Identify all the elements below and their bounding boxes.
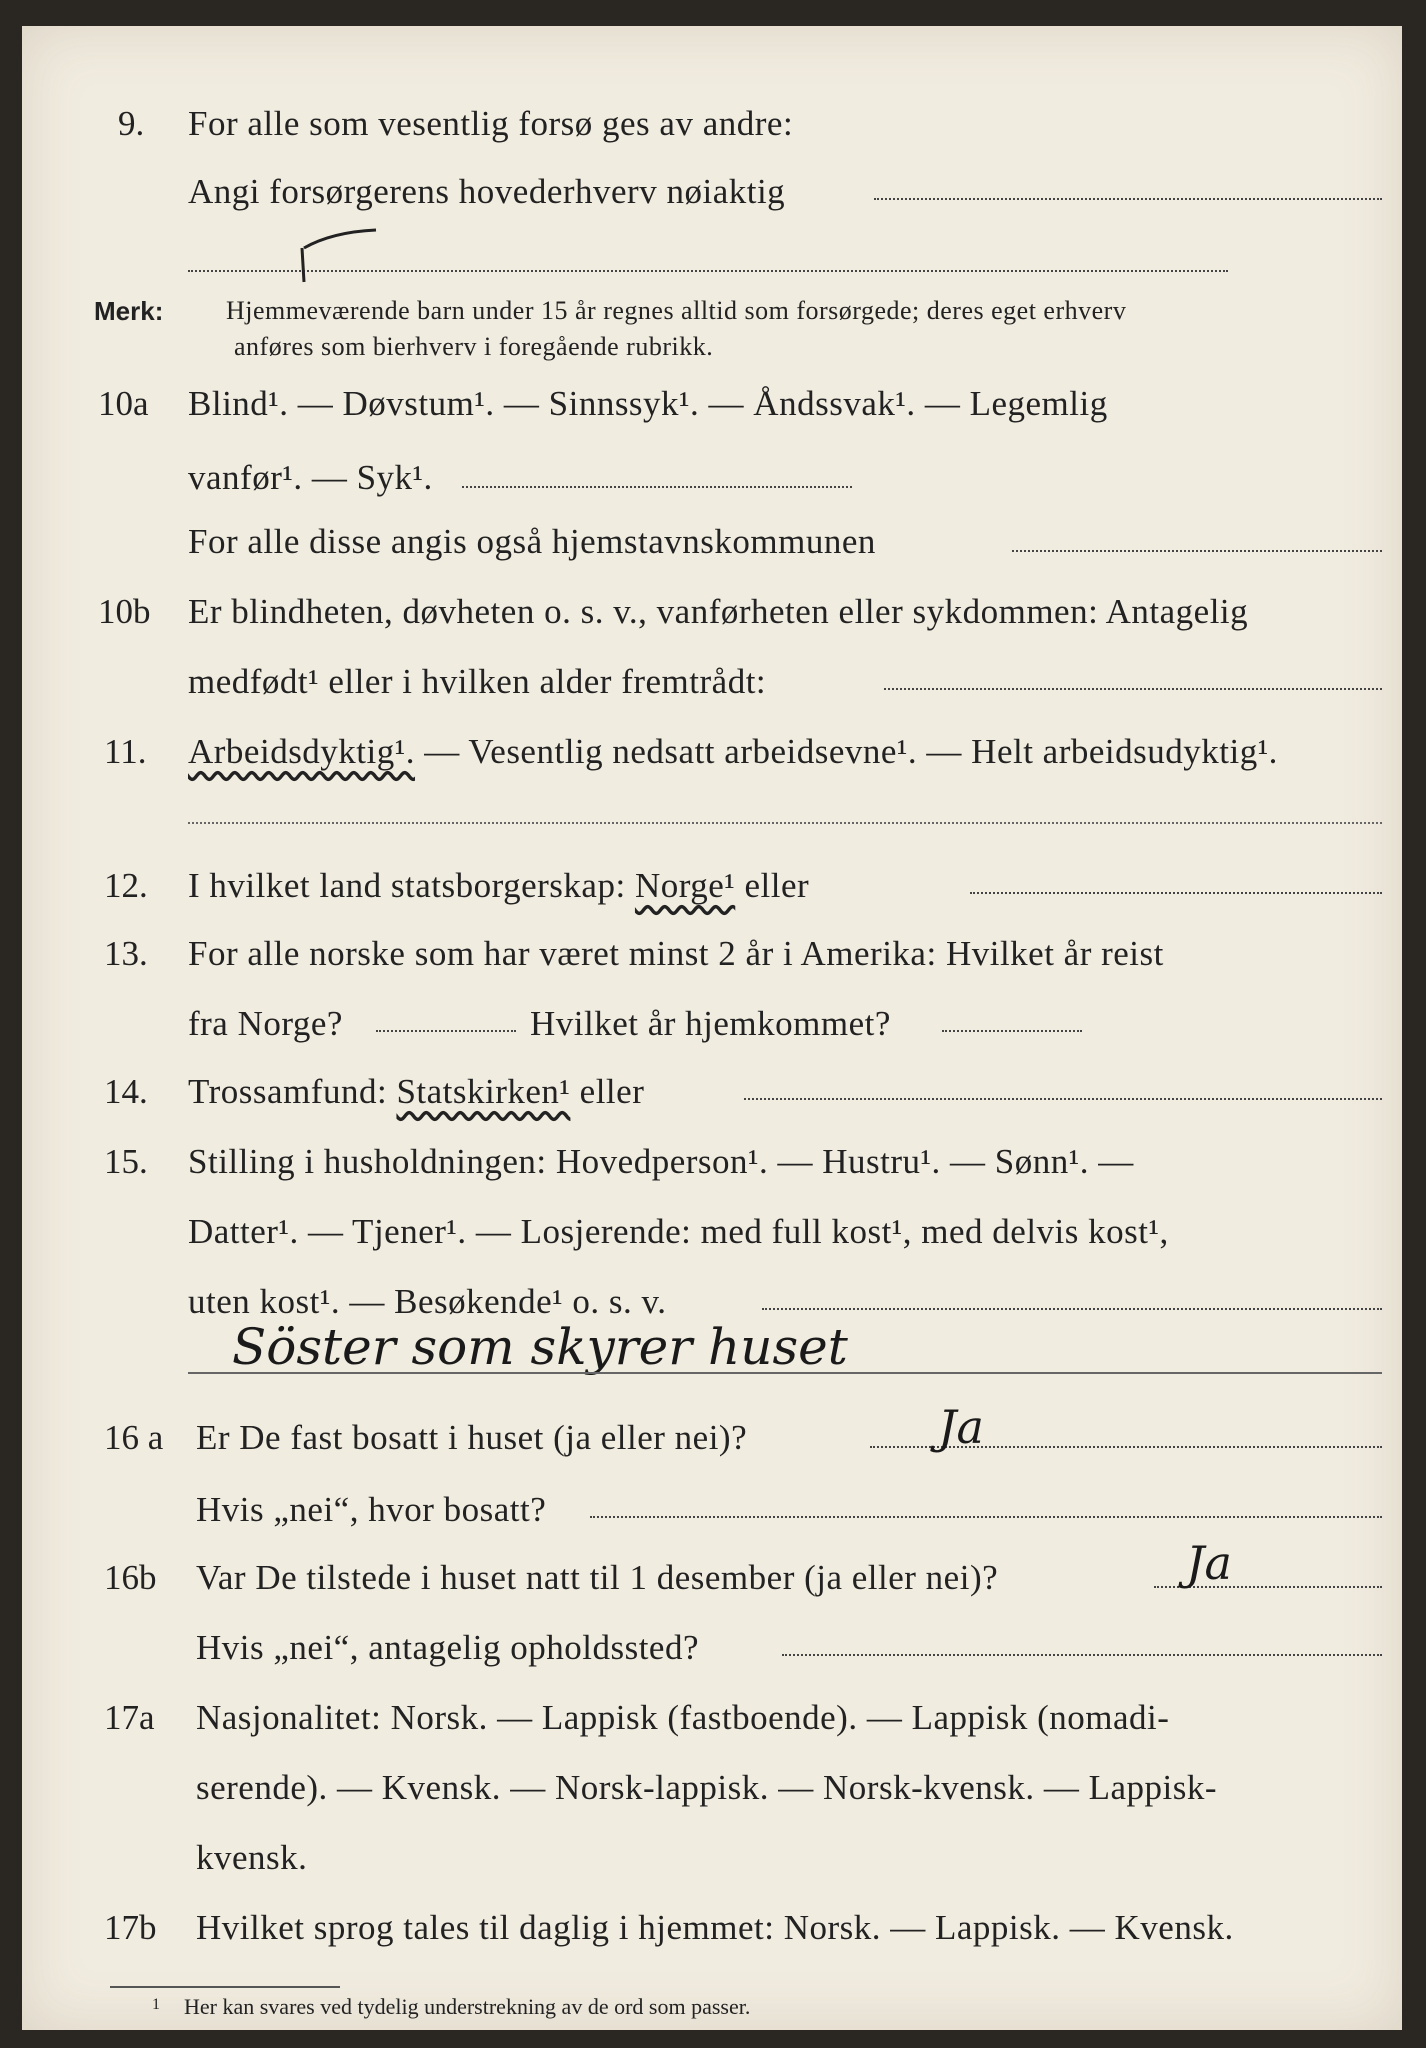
q11-number: 11.: [104, 732, 147, 771]
q10a-kommune-line[interactable]: [1012, 550, 1382, 552]
q13-number: 13.: [104, 934, 148, 973]
q9-line1: For alle som vesentlig forsø ges av andre:: [188, 104, 794, 143]
q11-line: [188, 732, 1278, 772]
q17a-number: 17a: [104, 1698, 155, 1737]
q13-line2b: Hvilket år hjemkommet?: [530, 1004, 891, 1043]
q15-line2: Datter¹. — Tjener¹. — Losjerende: med full kost¹, med delvis kost¹,: [188, 1212, 1169, 1251]
q16a-bosatt-line[interactable]: [590, 1516, 1382, 1518]
q16a-line1: Er De fast bosatt i huset (ja eller nei)?: [196, 1418, 748, 1457]
q10a-number: 10a: [98, 384, 149, 423]
q12-line: [188, 866, 809, 906]
footnote-rule: [110, 1986, 340, 1988]
q16b-handwritten-answer: Ja: [1186, 1536, 1232, 1590]
q16a-number: 16 a: [104, 1418, 164, 1457]
q10a-line3: For alle disse angis også hjemstavnskommunen: [188, 522, 876, 561]
merk-line2: anføres som bierhverv i foregående rubrikk.: [234, 332, 714, 361]
q10a-line1: Blind¹. — Døvstum¹. — Sinnssyk¹. — Åndssvak¹. — Legemlig: [188, 384, 1108, 423]
q17b-line1: Hvilket sprog tales til daglig i hjemmet: Norsk. — Lappisk. — Kvensk.: [196, 1908, 1234, 1947]
q15-answer-line[interactable]: [762, 1308, 1382, 1310]
q9-answer-line[interactable]: [874, 198, 1382, 200]
q14-pre: Trossamfund:: [188, 1072, 397, 1111]
q15-line1: Stilling i husholdningen: Hovedperson¹. — Hustru¹. — Sønn¹. —: [188, 1142, 1134, 1181]
q10b-number: 10b: [98, 592, 151, 631]
q13-hjemkommet-line[interactable]: [942, 1030, 1082, 1032]
q12-answer-line[interactable]: [970, 892, 1382, 894]
merk-line1: Hjemmeværende barn under 15 år regnes alltid som forsørgede; deres eget erhverv: [226, 296, 1127, 325]
q12-pre: I hvilket land statsborgerskap:: [188, 866, 635, 905]
q16a-line2: Hvis „nei“, hvor bosatt?: [196, 1490, 547, 1529]
handwritten-mark-icon: [292, 218, 412, 288]
q13-reist-line[interactable]: [376, 1030, 516, 1032]
merk-label: Merk:: [94, 296, 164, 326]
q15-handwritten-answer: Söster som skyrer huset: [232, 1318, 848, 1376]
q13-line2a: fra Norge?: [188, 1004, 343, 1043]
q12-number: 12.: [104, 866, 148, 905]
q17a-line3: kvensk.: [196, 1838, 308, 1877]
q16b-line1: Var De tilstede i huset natt til 1 desember (ja eller nei)?: [196, 1558, 999, 1597]
q14-option-statskirken[interactable]: Statskirken¹: [396, 1072, 571, 1111]
q10b-line2: medfødt¹ eller i hvilken alder fremtrådt:: [188, 662, 767, 701]
footnote-mark: 1: [152, 1996, 160, 2013]
q14-answer-line[interactable]: [744, 1098, 1382, 1100]
q16b-opphold-line[interactable]: [782, 1654, 1382, 1656]
q9-number: 9.: [118, 104, 145, 143]
q14-post: eller: [570, 1072, 645, 1111]
q11-option-arbeidsdyktig[interactable]: Arbeidsdyktig¹.: [188, 732, 416, 771]
q11-answer-line[interactable]: [188, 822, 1382, 824]
q12-option-norge[interactable]: Norge¹: [634, 866, 736, 905]
census-form-page: [22, 26, 1402, 2030]
q16b-number: 16b: [104, 1558, 157, 1597]
q17a-line1: Nasjonalitet: Norsk. — Lappisk (fastboende). — Lappisk (nomadi-: [196, 1698, 1170, 1737]
q16b-line2: Hvis „nei“, antagelig opholdssted?: [196, 1628, 699, 1667]
q14-line: [188, 1072, 644, 1112]
q16a-handwritten-answer: Ja: [938, 1400, 984, 1454]
q10b-answer-line[interactable]: [884, 688, 1382, 690]
q15-line3: uten kost¹. — Besøkende¹ o. s. v.: [188, 1282, 667, 1321]
footnote-text: Her kan svares ved tydelig understrekning av de ord som passer.: [184, 1994, 751, 2019]
q10b-line1: Er blindheten, døvheten o. s. v., vanførheten eller sykdommen: Antagelig: [188, 592, 1249, 631]
q14-number: 14.: [104, 1072, 148, 1111]
q10a-answer-line[interactable]: [462, 486, 852, 488]
q11-rest: — Vesentlig nedsatt arbeidsevne¹. — Helt arbeidsudyktig¹.: [415, 732, 1278, 771]
q17a-line2: serende). — Kvensk. — Norsk-lappisk. — Norsk-kvensk. — Lappisk-: [196, 1768, 1218, 1807]
q15-answer-line-2[interactable]: [188, 1372, 1382, 1374]
q17b-number: 17b: [104, 1908, 157, 1947]
q10a-line2: vanfør¹. — Syk¹.: [188, 458, 433, 497]
q9-line2: Angi forsørgerens hovederhverv nøiaktig: [188, 172, 786, 211]
q13-line1: For alle norske som har været minst 2 år i Amerika: Hvilket år reist: [188, 934, 1164, 973]
q12-post: eller: [735, 866, 810, 905]
q15-number: 15.: [104, 1142, 148, 1181]
